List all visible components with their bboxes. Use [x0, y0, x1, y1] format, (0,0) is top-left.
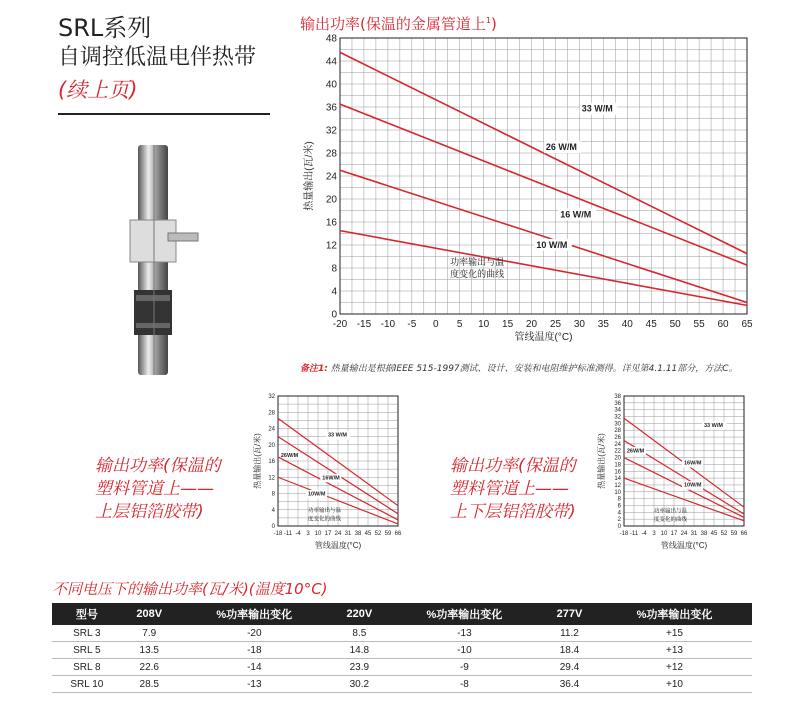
title-line: 上下层铝箔胶带) — [450, 502, 576, 522]
series-label: 10W/M — [684, 482, 702, 489]
curve-annotation: 度变化的曲线 — [654, 516, 688, 523]
voltage-table — [52, 603, 752, 693]
x-tick-label: 5 — [456, 319, 463, 330]
y-tick-label: 36 — [614, 400, 621, 407]
y-tick-label: 8 — [331, 263, 337, 275]
y-tick-label: 8 — [271, 491, 275, 498]
x-tick-label: -4 — [641, 531, 647, 537]
x-tick-label: 31 — [690, 531, 698, 537]
col-208v: 208V — [122, 603, 177, 625]
table-row — [52, 659, 752, 676]
series-label: 33 W/M — [328, 432, 347, 439]
x-tick-label: 10 — [660, 531, 668, 537]
col-277v-change: %功率输出变化 — [597, 603, 752, 625]
x-axis-label: 管线温度(°C) — [314, 541, 362, 550]
x-tick-label: 17 — [324, 531, 332, 537]
x-tick-label: 55 — [693, 319, 705, 330]
x-tick-label: -5 — [407, 319, 417, 330]
y-tick-label: 12 — [614, 482, 621, 489]
table-cell: SRL 8 — [52, 659, 122, 676]
table-cell: -18 — [177, 642, 332, 659]
table-cell: -20 — [177, 625, 332, 642]
table-cell: 13.5 — [122, 642, 177, 659]
y-tick-label: 32 — [325, 125, 337, 137]
x-tick-label: 38 — [700, 531, 708, 537]
table-cell: 23.9 — [332, 659, 387, 676]
curve-annotation: 度变化的曲线 — [450, 269, 505, 280]
x-tick-label: -18 — [273, 531, 283, 537]
table-cell: SRL 10 — [52, 676, 122, 693]
y-tick-label: 28 — [268, 410, 275, 417]
y-tick-label: 4 — [617, 510, 621, 517]
x-tick-label: 45 — [710, 531, 718, 537]
y-tick-label: 24 — [325, 171, 337, 183]
table-cell: +12 — [597, 659, 752, 676]
curve-annotation: 功率输出与温 — [450, 257, 505, 268]
table-row — [52, 676, 752, 693]
y-tick-label: 20 — [325, 194, 337, 206]
x-tick-label: 50 — [669, 319, 681, 330]
table-cell: -10 — [387, 642, 542, 659]
series-title: SRL系列 — [58, 14, 152, 42]
main-chart-title: 输出功率(保温的金属管道上$^1$) — [300, 15, 497, 33]
y-axis-label: 热量输出(瓦/米) — [253, 433, 262, 489]
table-header-row — [52, 603, 752, 625]
x-tick-label: 40 — [621, 319, 633, 330]
table-cell: 7.9 — [122, 625, 177, 642]
x-tick-label: -15 — [356, 319, 372, 330]
y-tick-label: 44 — [325, 56, 337, 68]
plastic-single-foil-chart — [248, 388, 418, 558]
y-tick-label: 20 — [614, 455, 621, 462]
table-cell: 8.5 — [332, 625, 387, 642]
y-tick-label: 32 — [614, 414, 621, 421]
x-tick-label: 0 — [432, 319, 439, 330]
col-220v-change: %功率输出变化 — [387, 603, 542, 625]
col-model: 型号 — [52, 603, 122, 625]
y-tick-label: 36 — [325, 102, 337, 114]
y-tick-label: 0 — [271, 524, 275, 530]
x-tick-label: 66 — [740, 531, 748, 537]
title-line: 输出功率(保温的 — [95, 456, 221, 476]
x-tick-label: 31 — [344, 531, 352, 537]
y-tick-label: 20 — [268, 442, 275, 449]
y-tick-label: 30 — [614, 421, 621, 428]
x-tick-label: 35 — [597, 319, 609, 330]
table-cell: 30.2 — [332, 676, 387, 693]
series-label: 16W/M — [684, 460, 702, 467]
x-tick-label: 45 — [645, 319, 657, 330]
x-tick-label: 24 — [680, 531, 688, 537]
y-tick-label: 28 — [325, 148, 337, 160]
x-tick-label: 3 — [306, 531, 310, 537]
series-label: 10W/M — [308, 491, 326, 498]
plastic-single-foil-title — [95, 455, 255, 524]
title-divider — [58, 113, 270, 115]
col-220v: 220V — [332, 603, 387, 625]
y-tick-label: 18 — [614, 462, 621, 469]
y-axis-label: 热量输出(瓦/米) — [304, 141, 315, 211]
x-tick-label: 25 — [549, 319, 562, 330]
col-208v-change: %功率输出变化 — [177, 603, 332, 625]
x-tick-label: -18 — [619, 531, 629, 537]
curve-annotation: 功率输出与温 — [654, 508, 688, 515]
x-tick-label: 10 — [478, 319, 490, 330]
x-axis-label: 管线温度(°C) — [660, 541, 708, 550]
x-tick-label: -10 — [380, 319, 396, 330]
y-tick-label: 8 — [617, 496, 621, 503]
x-tick-label: 3 — [652, 531, 656, 537]
product-title: 自调控低温电伴热带 — [58, 45, 257, 70]
plastic-double-foil-chart — [590, 388, 760, 558]
table-cell: 36.4 — [542, 676, 597, 693]
x-tick-label: 20 — [525, 319, 538, 330]
y-tick-label: 26 — [614, 435, 621, 442]
voltage-table-title: 不同电压下的输出功率(瓦/米)(温度10°C) — [52, 580, 328, 598]
table-cell: 29.4 — [542, 659, 597, 676]
x-axis-label: 管线温度(°C) — [514, 332, 573, 343]
y-tick-label: 22 — [614, 448, 621, 455]
y-tick-label: 28 — [614, 428, 621, 435]
x-tick-label: 10 — [314, 531, 322, 537]
table-cell: SRL 5 — [52, 642, 122, 659]
x-tick-label: 38 — [354, 531, 362, 537]
x-tick-label: 52 — [374, 531, 382, 537]
y-tick-label: 24 — [614, 441, 621, 448]
series-label: 10 W/M — [536, 239, 568, 250]
continued-label: (续上页) — [58, 78, 138, 102]
title-line: 上层铝箔胶带) — [95, 502, 204, 522]
x-tick-label: 24 — [334, 531, 342, 537]
y-tick-label: 24 — [268, 426, 275, 433]
table-cell: 18.4 — [542, 642, 597, 659]
table-cell: 22.6 — [122, 659, 177, 676]
table-cell: 11.2 — [542, 625, 597, 642]
x-tick-label: 59 — [384, 531, 392, 537]
y-tick-label: 12 — [325, 240, 337, 252]
table-cell: +15 — [597, 625, 752, 642]
x-tick-label: -11 — [283, 531, 293, 537]
pipe-product-image — [100, 140, 210, 380]
footnote: 备注1: 热量输出是根据IEEE 515-1997测试、设计、安装和电阻维护标准测得。详见第4.1.11部分，方法C。 — [300, 364, 738, 374]
x-tick-label: 52 — [720, 531, 728, 537]
y-tick-label: 16 — [268, 459, 275, 465]
title-line: 输出功率(保温的 — [450, 456, 576, 476]
x-tick-label: 60 — [717, 319, 729, 330]
table-cell: -13 — [177, 676, 332, 693]
x-tick-label: 30 — [573, 319, 585, 330]
y-tick-label: 10 — [614, 489, 621, 496]
curve-annotation: 度变化的曲线 — [308, 516, 342, 523]
y-tick-label: 48 — [325, 33, 337, 45]
y-tick-label: 6 — [617, 503, 621, 510]
y-tick-label: 14 — [614, 476, 621, 483]
series-label: 16W/M — [322, 475, 340, 482]
table-cell: -13 — [387, 625, 542, 642]
y-tick-label: 40 — [325, 79, 337, 91]
x-tick-label: 65 — [741, 319, 753, 330]
curve-annotation: 功率输出与温 — [308, 507, 342, 514]
y-tick-label: 0 — [617, 524, 621, 530]
y-tick-label: 0 — [331, 309, 337, 321]
series-label: 33 W/M — [581, 103, 613, 114]
x-tick-label: 59 — [730, 531, 738, 537]
metal-pipe-output-chart — [290, 32, 770, 358]
table-cell: +13 — [597, 642, 752, 659]
x-tick-label: -11 — [629, 531, 639, 537]
title-line: 塑料管道上—— — [450, 479, 569, 499]
y-tick-label: 34 — [614, 407, 621, 414]
y-tick-label: 2 — [617, 517, 621, 524]
x-tick-label: -20 — [332, 319, 348, 330]
table-cell: SRL 3 — [52, 625, 122, 642]
series-label: 33 W/M — [704, 422, 723, 429]
x-tick-label: -4 — [295, 531, 301, 537]
series-label: 16 W/M — [560, 209, 592, 220]
title-line: 塑料管道上—— — [95, 479, 214, 499]
table-cell: +10 — [597, 676, 752, 693]
table-cell: 28.5 — [122, 676, 177, 693]
x-tick-label: 17 — [670, 531, 678, 537]
y-tick-label: 4 — [271, 507, 275, 514]
table-row — [52, 625, 752, 642]
y-axis-label: 热量输出(瓦/米) — [597, 433, 606, 489]
x-tick-label: 45 — [364, 531, 372, 537]
series-label: 26W/M — [626, 448, 645, 455]
table-cell: 14.8 — [332, 642, 387, 659]
table-cell: -14 — [177, 659, 332, 676]
y-tick-label: 16 — [614, 469, 621, 476]
x-tick-label: 66 — [394, 531, 402, 537]
x-tick-label: 15 — [502, 319, 514, 330]
y-tick-label: 38 — [614, 394, 621, 400]
table-row — [52, 642, 752, 659]
table-cell: -8 — [387, 676, 542, 693]
series-label: 26W/M — [280, 452, 299, 459]
table-cell: -9 — [387, 659, 542, 676]
y-tick-label: 32 — [268, 394, 275, 400]
plastic-double-foil-title — [450, 455, 610, 524]
y-tick-label: 16 — [325, 217, 337, 229]
col-277v: 277V — [542, 603, 597, 625]
series-label: 26 W/M — [545, 142, 577, 153]
y-tick-label: 12 — [268, 475, 275, 482]
y-tick-label: 4 — [331, 286, 337, 298]
